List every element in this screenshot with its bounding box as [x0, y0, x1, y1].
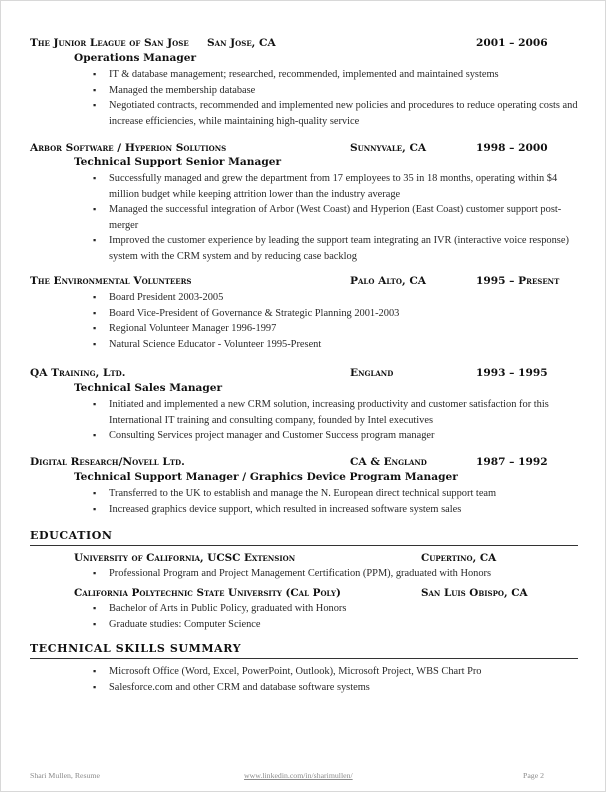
- list-item: ▪ Initiated and implemented a new CRM solution, increasing productivity and customer satisfaction for this International IT training and consulting company, founded by Intel executives: [93, 397, 579, 428]
- section-title-skills: TECHNICAL SKILLS SUMMARY: [30, 642, 242, 655]
- list-item: ▪ Bachelor of Arts in Public Policy, graduated with Honors: [93, 601, 579, 617]
- list-item: ▪ Salesforce.com and other CRM and database software systems: [93, 680, 579, 696]
- school-name: University of California, UCSC Extension: [74, 552, 296, 564]
- school-bullets: [93, 601, 579, 632]
- linkedin-link[interactable]: www.linkedin.com/in/sharimullen/: [244, 771, 353, 780]
- job-organization: Arbor Software / Hyperion Solutions: [30, 142, 227, 154]
- job-bullets: [93, 290, 579, 352]
- job-organization: The Environmental Volunteers: [30, 275, 192, 287]
- job-location: CA & England: [350, 456, 427, 468]
- job-bullets: [93, 486, 579, 517]
- list-item: ▪ Successfully managed and grew the department from 17 employees to 35 in 18 months, operating within $4 million budget while keeping attrition lower than the industry average: [93, 171, 579, 202]
- job-location: Palo Alto, CA: [350, 275, 427, 287]
- section-divider: [30, 658, 578, 659]
- list-item: ▪ Regional Volunteer Manager 1996-1997: [93, 321, 579, 337]
- job-dates: 1993 – 1995: [476, 367, 548, 379]
- job-organization: Digital Research/Novell Ltd.: [30, 456, 185, 468]
- job-header: [30, 37, 578, 51]
- list-item: ▪ Professional Program and Project Management Certification (PPM), graduated with Honors: [93, 566, 579, 582]
- school-header: [74, 552, 578, 566]
- job-organization: QA Training, Ltd.: [30, 367, 126, 379]
- job-organization: The Junior League of San Jose: [30, 37, 189, 49]
- job-location: Sunnyvale, CA: [350, 142, 427, 154]
- list-item: ▪ Negotiated contracts, recommended and implemented new policies and procedures to reduce operating costs and increase efficiencies, while maintaining high-quality service: [93, 98, 579, 129]
- job-header: [30, 275, 578, 289]
- list-item: ▪ Natural Science Educator - Volunteer 1995-Present: [93, 337, 579, 353]
- footer-link-wrapper: [244, 771, 353, 780]
- list-item: ▪ Improved the customer experience by leading the support team integrating an IVR (interactive voice response) system with the CRM system and by reducing case backlog: [93, 233, 579, 264]
- job-dates: 1987 – 1992: [476, 456, 548, 468]
- job-title: Technical Sales Manager: [74, 382, 223, 394]
- list-item: ▪ Board Vice-President of Governance & Strategic Planning 2001-2003: [93, 306, 579, 322]
- list-item: ▪ Increased graphics device support, which resulted in increased software system sales: [93, 502, 579, 518]
- skills-bullets: [93, 664, 579, 695]
- job-dates: 2001 – 2006: [476, 37, 548, 49]
- list-item: ▪ Transferred to the UK to establish and manage the N. European direct technical support team: [93, 486, 579, 502]
- job-header: [30, 456, 578, 470]
- job-dates: 1995 – Present: [476, 275, 560, 287]
- job-dates: 1998 – 2000: [476, 142, 548, 154]
- list-item: ▪ Microsoft Office (Word, Excel, PowerPoint, Outlook), Microsoft Project, WBS Chart Pro: [93, 664, 579, 680]
- school-name: California Polytechnic State University (Cal Poly): [74, 587, 341, 599]
- school-header: [74, 587, 578, 601]
- section-divider: [30, 545, 578, 546]
- job-bullets: [93, 397, 579, 444]
- job-title: Technical Support Senior Manager: [74, 156, 282, 168]
- job-bullets: [93, 171, 579, 264]
- job-title: Technical Support Manager / Graphics Device Program Manager: [74, 471, 458, 483]
- list-item: ▪ Board President 2003-2005: [93, 290, 579, 306]
- job-title: Operations Manager: [74, 52, 197, 64]
- list-item: ▪ Graduate studies: Computer Science: [93, 617, 579, 633]
- job-header: [30, 367, 578, 381]
- school-bullets: [93, 566, 579, 582]
- list-item: ▪ IT & database management; researched, recommended, implemented and maintained systems: [93, 67, 579, 83]
- section-title-education: EDUCATION: [30, 529, 113, 542]
- job-bullets: [93, 67, 579, 129]
- school-location: Cupertino, CA: [421, 552, 497, 564]
- list-item: ▪ Consulting Services project manager and Customer Success program manager: [93, 428, 579, 444]
- job-location: San Jose, CA: [207, 37, 276, 49]
- page-number: Page 2: [523, 771, 545, 780]
- footer-name: Shari Mullen, Resume: [30, 771, 100, 780]
- school-location: San Luis Obispo, CA: [421, 587, 528, 599]
- list-item: ▪ Managed the successful integration of Arbor (West Coast) and Hyperion (East Coast) customer support post-merger: [93, 202, 579, 233]
- job-location: England: [350, 367, 394, 379]
- list-item: ▪ Managed the membership database: [93, 83, 579, 99]
- job-header: [30, 142, 578, 156]
